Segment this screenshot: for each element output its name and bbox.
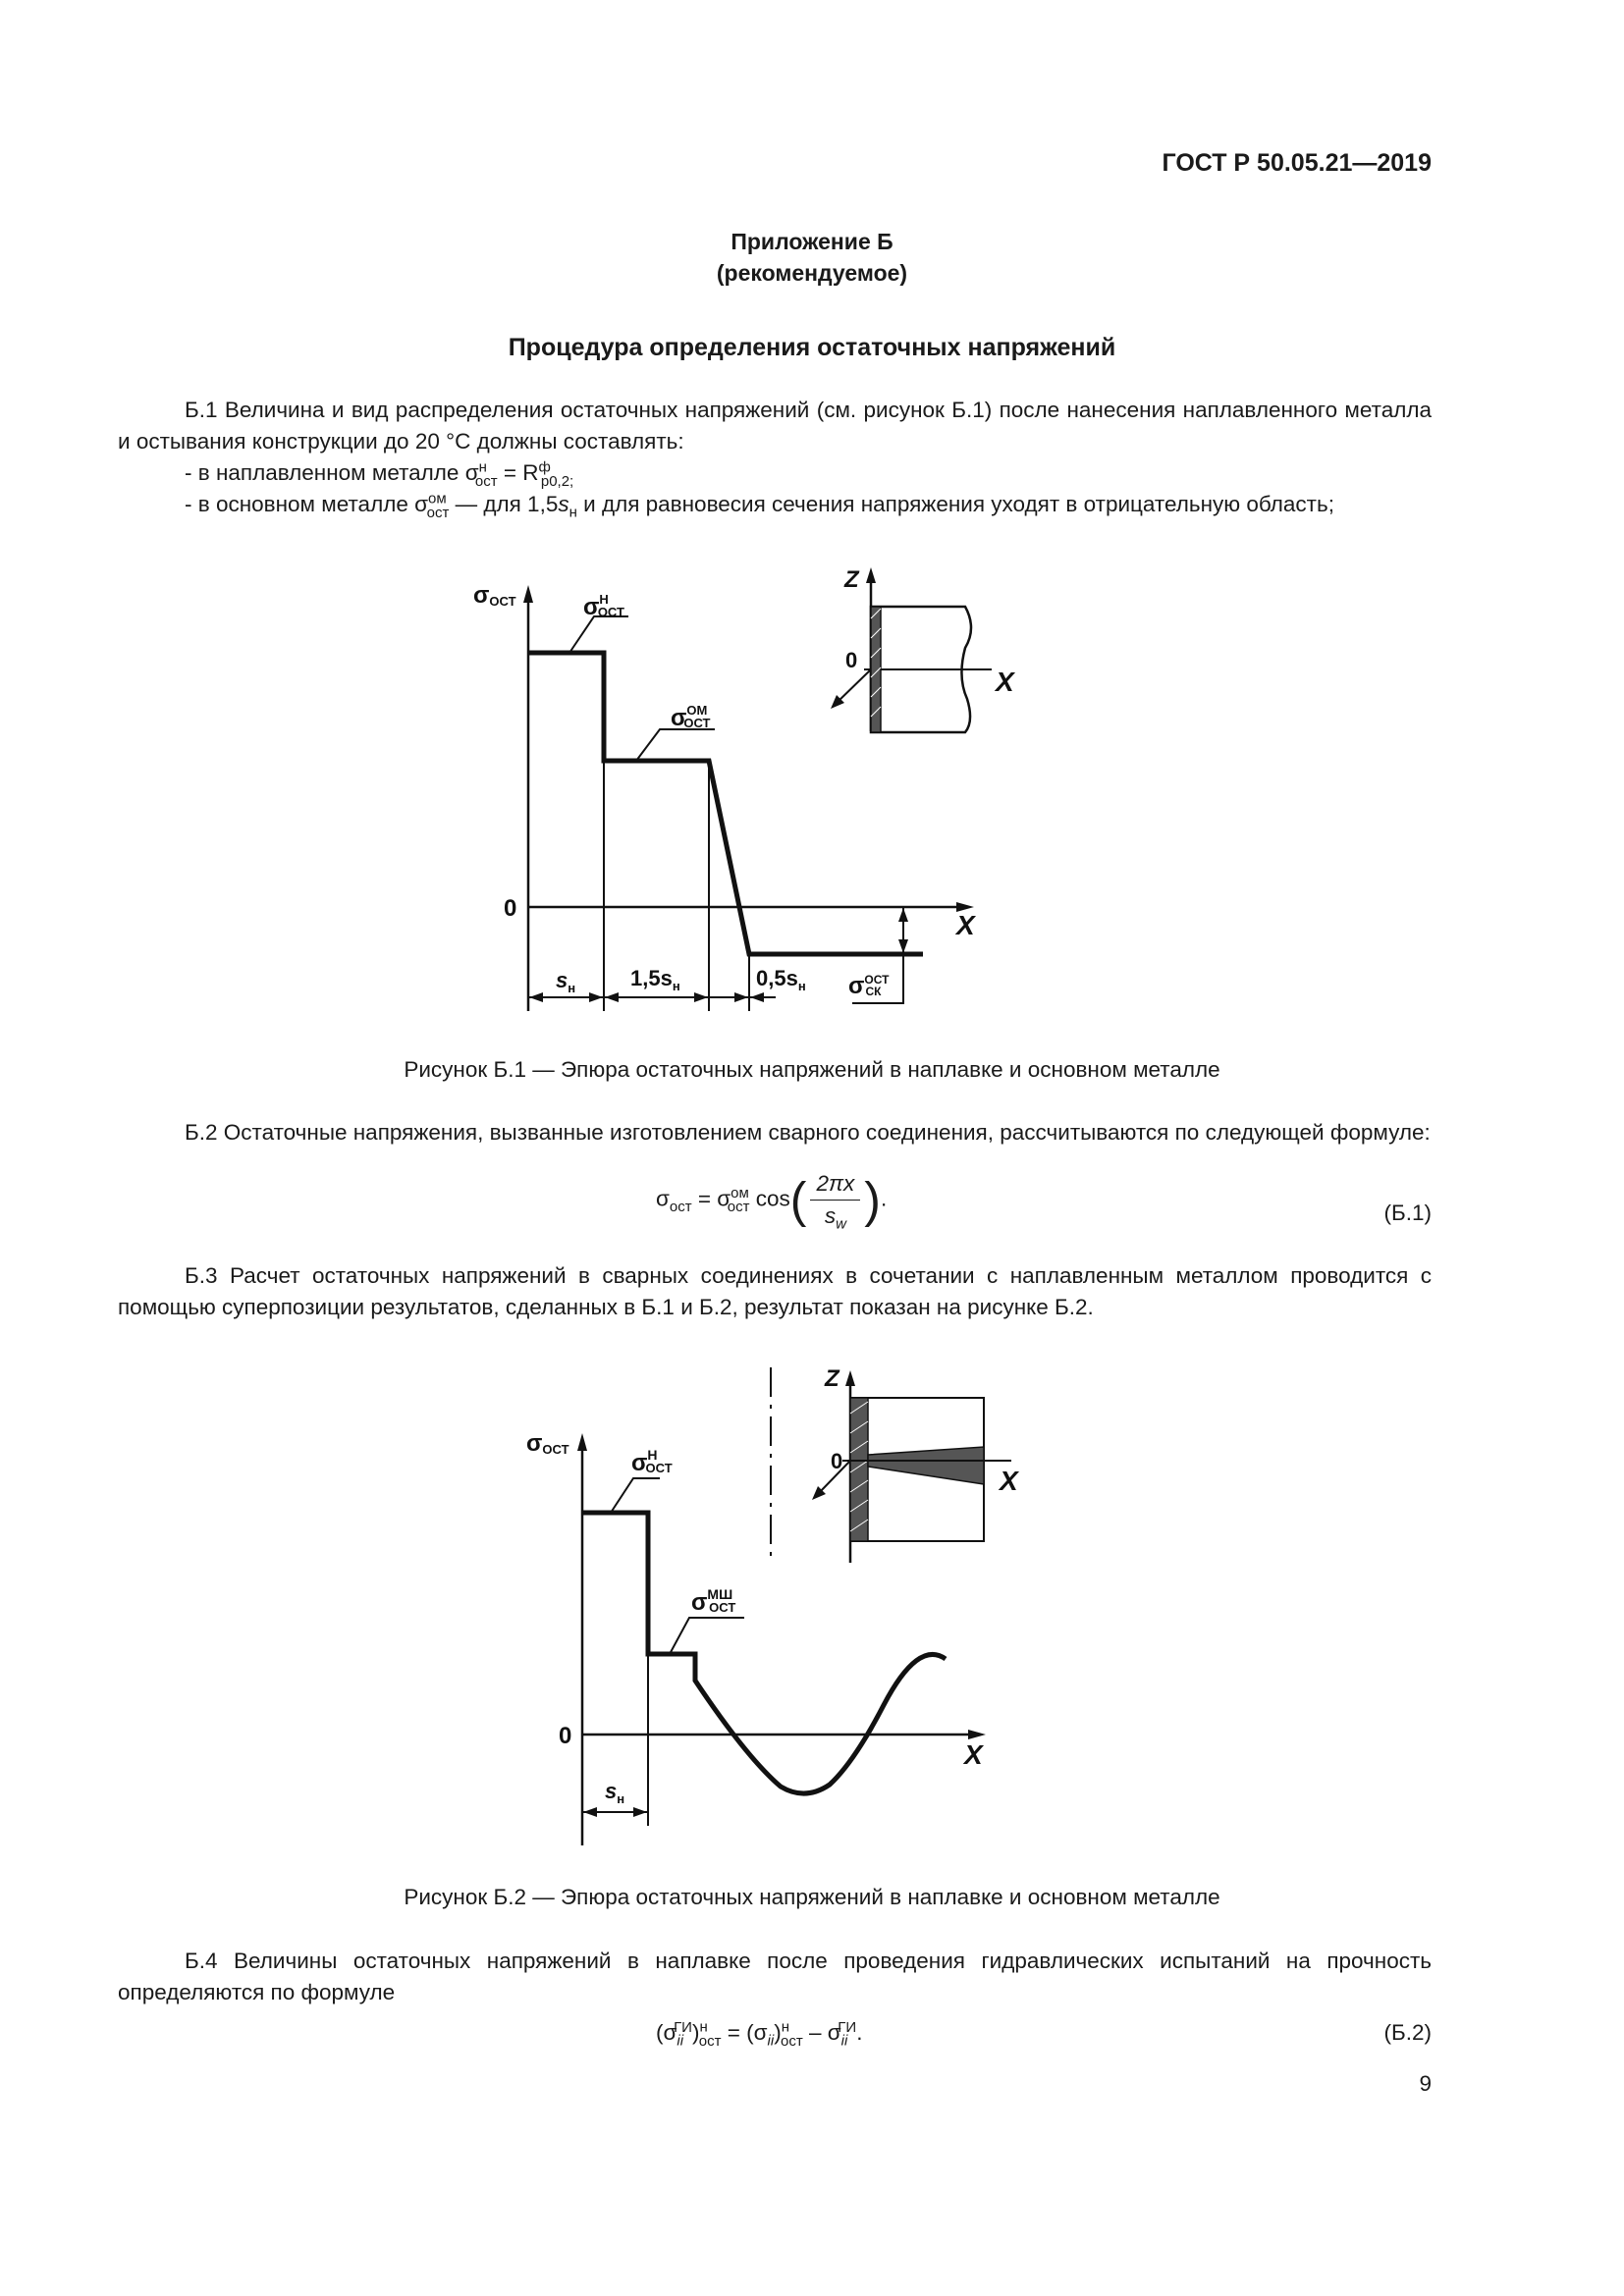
formula-b1-number: (Б.1)	[1383, 1201, 1432, 1225]
paragraph-b2-text: Б.2 Остаточные напряжения, вызванные изготовлением сварного соединения, рассчитываются по следующей формуле:	[185, 1120, 1431, 1145]
fig2-x-label: X	[964, 1739, 983, 1770]
list-item-weld-metal	[185, 457, 573, 489]
list-item-base-metal	[185, 489, 1334, 520]
f1-numerator: 2πx	[810, 1171, 860, 1201]
paragraph-b3-text: Б.3 Расчет остаточных напряжений в сварных соединениях в сочетании с наплавленным металлом проводится с помощью суперпозиции результатов, сделанных в Б.1 и Б.2, результат показан на рисунке Б.2.	[118, 1263, 1432, 1319]
fig2-zero-label: 0	[559, 1723, 572, 1749]
f1-denominator: s	[824, 1203, 837, 1228]
f2-end: .	[856, 2020, 863, 2045]
fig2-z-label: Z	[825, 1365, 839, 1392]
f2-p1: (σ	[656, 2020, 677, 2045]
f2-p2-sup: н	[699, 2018, 708, 2036]
f1-func: cos	[749, 1186, 790, 1211]
paragraph-b1	[118, 395, 1432, 457]
fig1-x-label: X	[956, 910, 975, 940]
f2-p1-sub: ii	[677, 2032, 684, 2050]
fig1-dim-05sn: $0,5s_н$	[756, 966, 806, 993]
fig1-inset-x-label: X	[996, 667, 1014, 697]
fig1-dim-15sn: $1,5s_н$	[630, 966, 680, 993]
item1-prefix: - в наплавленном металле σ	[185, 460, 479, 485]
fig1-compression-label: $\sigma^{ОСТ}$ СК	[848, 973, 890, 999]
formula-b2-number: (Б.2)	[1383, 2020, 1432, 2045]
fig1-dim-sn: $s_н$	[556, 968, 576, 995]
item2-ssub: н	[568, 504, 577, 521]
f2-p2-sub: ост	[698, 2032, 722, 2050]
paragraph-b1-text: Б.1 Величина и вид распределения остаточных напряжений (см. рисунок Б.1) после нанесения наплавленного металла и остывания конструкции до 20 °С должны составлять:	[118, 398, 1432, 454]
item1-rsup: ф	[538, 458, 551, 476]
f2-p5: – σ	[802, 2020, 841, 2045]
item1-sup: н	[478, 458, 487, 476]
fig1-zero-label: 0	[504, 895, 517, 922]
formula-b1: $\sigma_{ост} = \sigma^{ом}_{ост}$ cos( $\frac{2\pi x}{s_w}$ ).	[656, 1171, 888, 1233]
standard-number: ГОСТ Р 50.05.21—2019	[1162, 149, 1432, 177]
f1-lhs: σ	[656, 1186, 670, 1211]
fig2-inset-zero: 0	[831, 1449, 843, 1473]
f1-den-sub: w	[836, 1215, 846, 1233]
figure-b2-caption: Рисунок Б.2 — Эпюра остаточных напряжений в наплавке и основном металле	[404, 1885, 1220, 1909]
item1-sub: ост	[474, 472, 498, 490]
f2-p3-sub: ii	[767, 2032, 775, 2050]
f1-eq: = σ	[691, 1186, 731, 1211]
item1-eq: = R	[497, 460, 539, 485]
f2-p5-sub: ii	[840, 2032, 848, 2050]
f2-p4-sup: н	[781, 2018, 789, 2036]
fig2-weld-label: $\sigma^Н$ ОСТ	[631, 1447, 673, 1476]
paragraph-b4	[118, 1946, 1432, 2008]
fig2-y-axis-label: σОСТ	[526, 1430, 569, 1457]
item2-suffix: и для равновесия сечения напряжения уходят в отрицательную область;	[576, 492, 1334, 516]
f1-end: .	[880, 1186, 888, 1211]
f1-fraction	[810, 1171, 860, 1233]
page-number: 9	[1419, 2071, 1432, 2096]
fig1-base-label: $\sigma^{ОМ}$ ОСТ	[671, 703, 711, 731]
item1-rsub: p0,2;	[540, 472, 574, 490]
fig1-weld-label: $\sigma^Н$ ОСТ	[583, 592, 624, 620]
f2-p4-sub: ост	[780, 2032, 803, 2050]
item2-prefix: - в основном металле σ	[185, 492, 428, 516]
fig2-dim-sn: $s_н$	[605, 1779, 625, 1806]
figure-b2	[511, 1355, 1021, 1855]
formula-b2	[656, 2018, 863, 2050]
fig1-inset-zero: 0	[845, 648, 858, 672]
f2-p2: )	[691, 2020, 700, 2045]
f2-p5-sup: ГИ	[838, 2018, 857, 2036]
appendix-heading	[0, 226, 1624, 289]
fig2-inset-x-label: X	[1000, 1466, 1018, 1496]
f2-p4: )	[774, 2020, 782, 2045]
paragraph-b4-text: Б.4 Величины остаточных напряжений в наплавке после проведения гидравлических испытаний на прочность определяются по формуле	[118, 1949, 1432, 2004]
item2-mid: — для 1,5	[449, 492, 559, 516]
section-title: Процедура определения остаточных напряжений	[508, 334, 1116, 361]
appendix-status: (рекомендуемое)	[716, 260, 908, 286]
figure-b1	[461, 560, 1014, 1021]
paragraph-b2	[118, 1117, 1432, 1148]
appendix-title: Приложение Б	[731, 229, 893, 254]
fig2-mix-label: $\sigma^{МШ}$ ОСТ	[691, 1586, 736, 1616]
item2-sub: ост	[426, 504, 450, 521]
f1-lhs-sub: ост	[669, 1198, 692, 1215]
item2-sup: ом	[427, 490, 447, 507]
item2-s: s	[558, 492, 569, 516]
fig1-z-label: Z	[844, 566, 859, 593]
f1-rhs-sup: ом	[731, 1184, 749, 1201]
f2-p1-sup: ГИ	[674, 2018, 692, 2036]
paragraph-b3	[118, 1260, 1432, 1323]
f1-rhs-sub: ост	[727, 1198, 750, 1215]
figure-b1-caption: Рисунок Б.1 — Эпюра остаточных напряжений в наплавке и основном металле	[404, 1057, 1220, 1082]
fig1-y-axis-label: σОСТ	[473, 582, 516, 609]
f2-p3: = (σ	[721, 2020, 768, 2045]
